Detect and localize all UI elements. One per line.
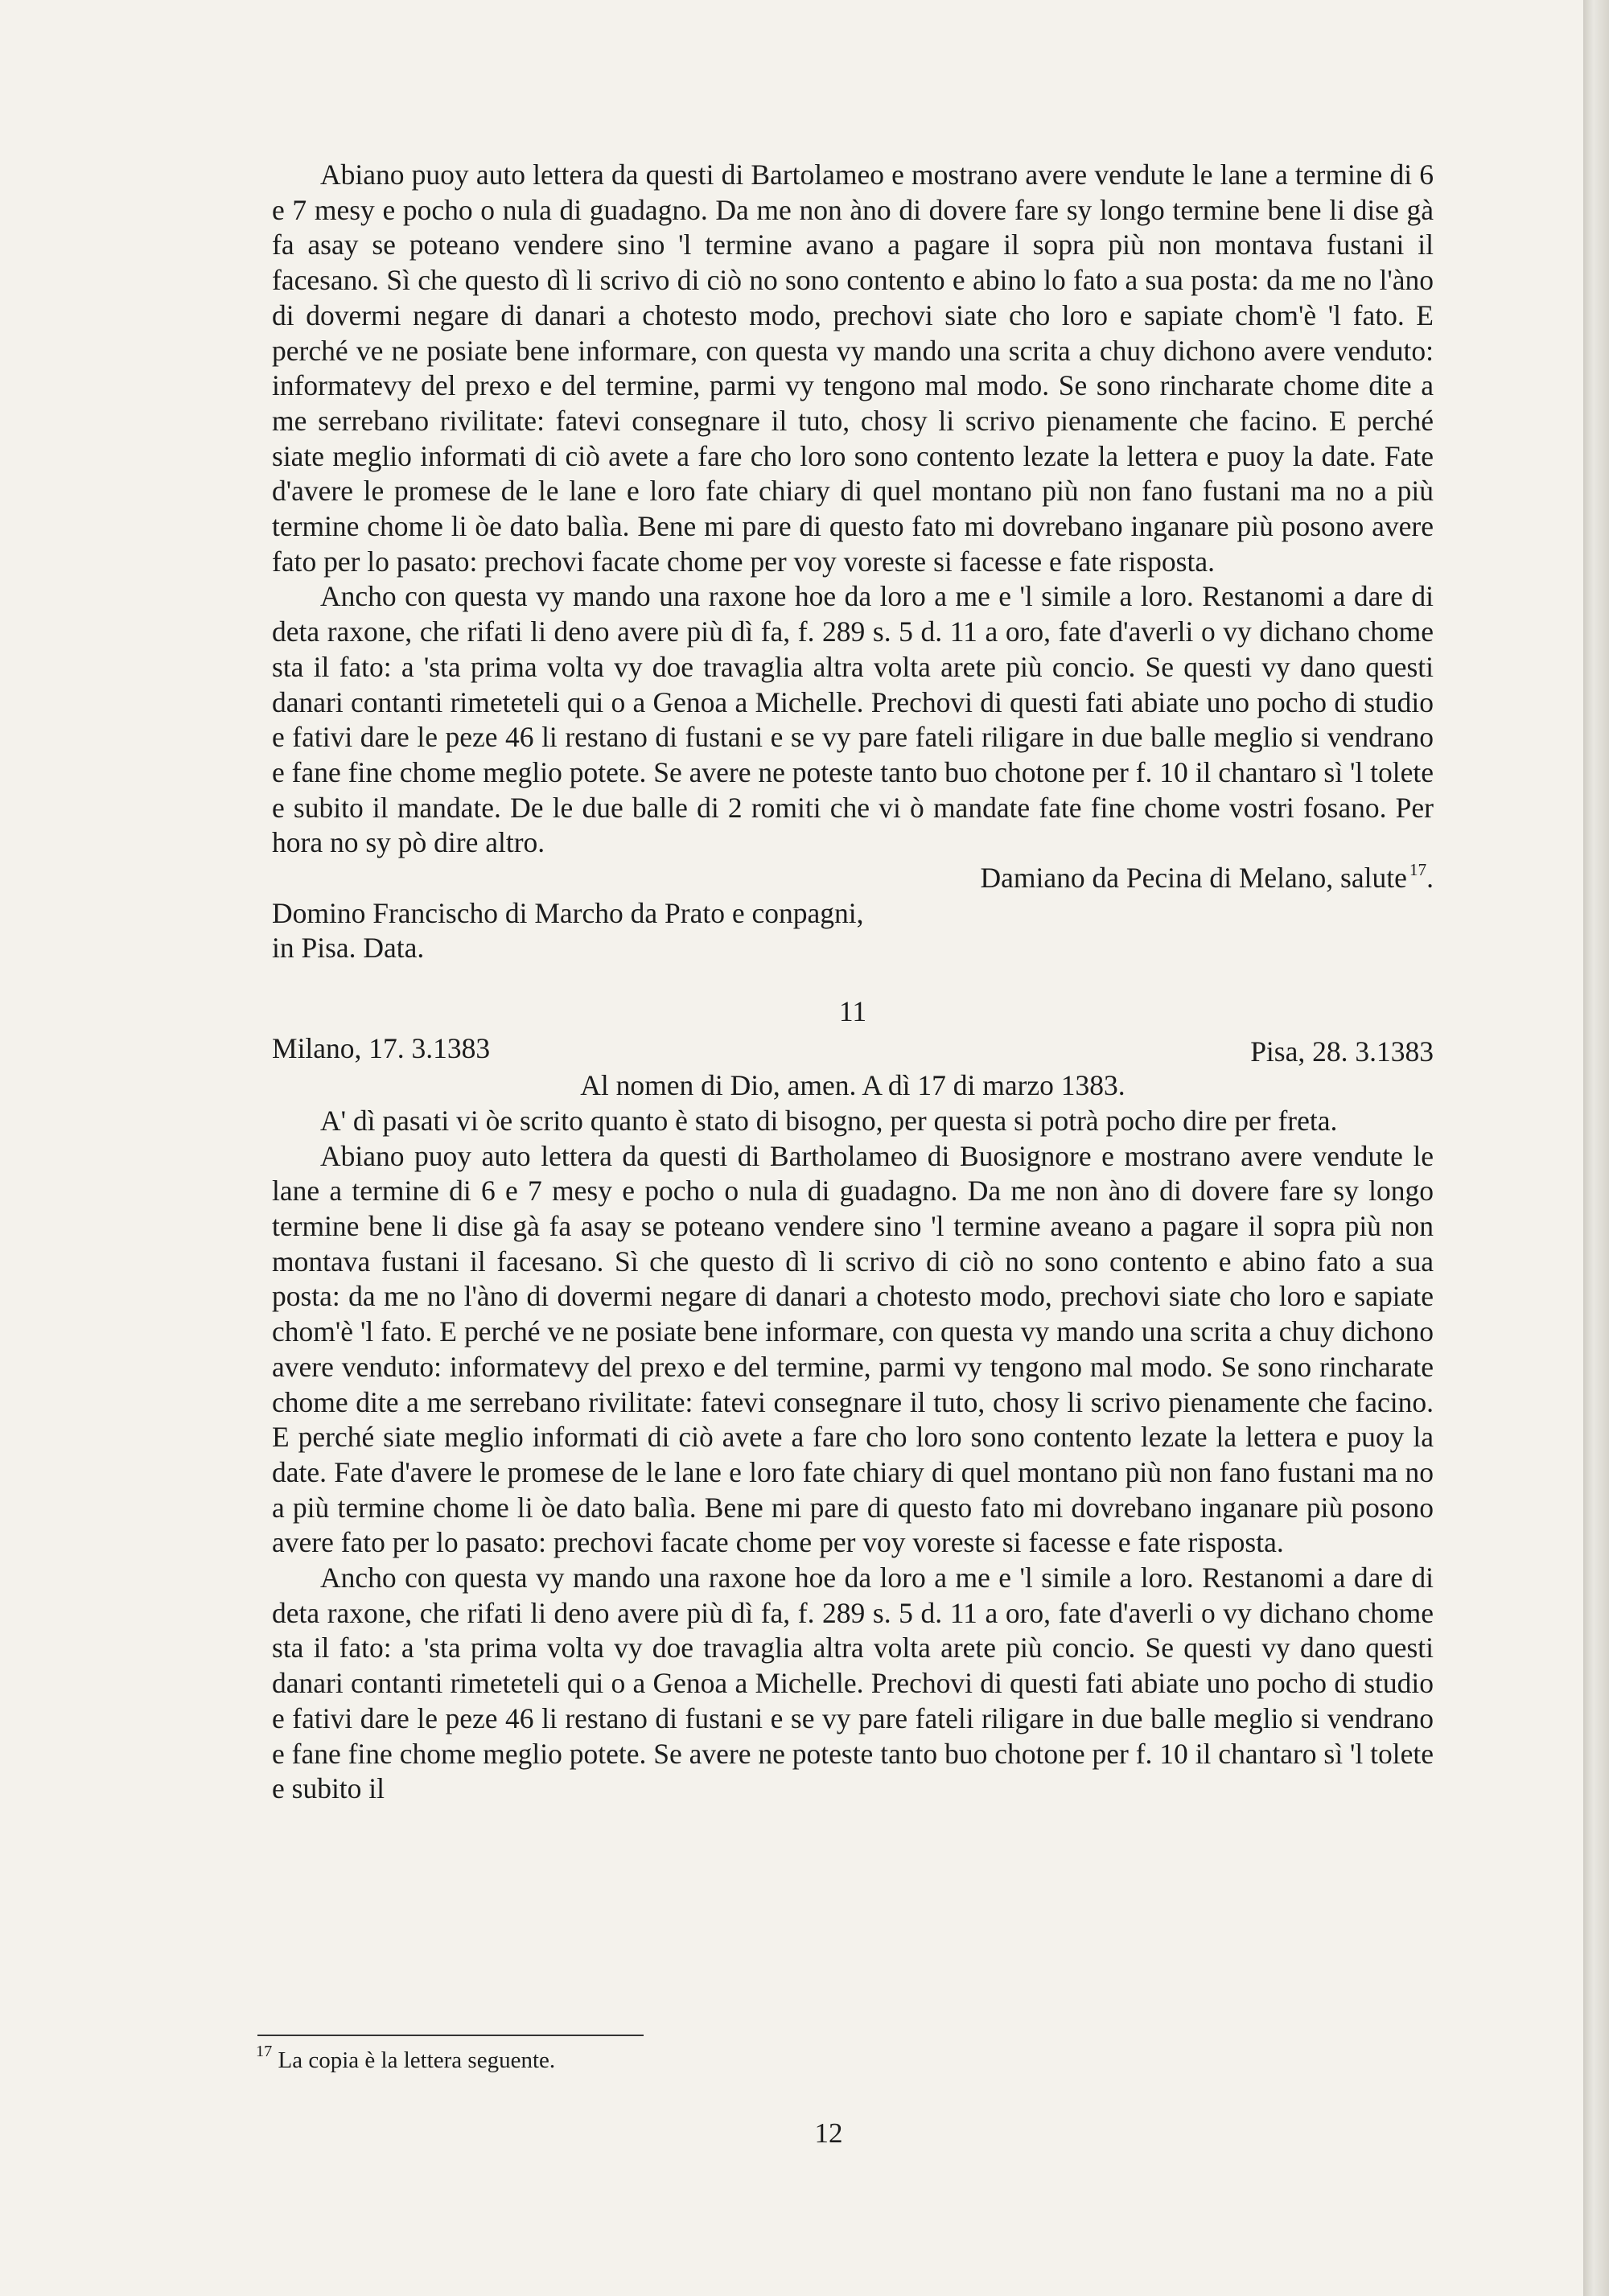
- signature: Damiano da Pecina di Melano, salute $^{17}$.: [980, 860, 1434, 895]
- letter-number: 11: [838, 995, 867, 1028]
- page-spine: [1583, 0, 1609, 2296]
- address-line-1: Domino Francischo di Marcho da Prato e conpagni,: [272, 896, 864, 929]
- letter-invocation: Al nomen di Dio, amen. A dì 17 di marzo 1383.: [580, 1069, 1125, 1102]
- footnote: [256, 2042, 556, 2074]
- signature-footnote-ref: 17: [1409, 860, 1427, 880]
- letter-header: [272, 994, 1434, 1068]
- footnote-text: La copia è la lettera seguente.: [278, 2047, 556, 2073]
- address-line-2: in Pisa. Data.: [272, 932, 425, 965]
- signature-text: Damiano da Pecina di Melano, salute: [980, 862, 1407, 895]
- letter-origin: Milano, 17. 3.1383: [272, 1032, 491, 1065]
- prev-letter-paragraph-1: Abiano puoy auto lettera da questi di Bartolameo e mostrano avere vendute le lane a termine di 6 e 7 mesy e pocho o nula di guadagno. Da me non àno di dovere fare sy longo termine bene li dise gà fa asay se poteano vendere sino 'l termine avano a pagare il sopra più non montava fustani il facesano. Sì che questo dì li scrivo di ciò no sono contento e abino lo fato a sua posta: da me no l'àno di dovermi negare di danari a chotesto modo, prechovi siate cho loro e sapiate chom'è 'l fato. E perché ve ne posiate bene informare, con questa vy mando una scrita a chuy dichono avere venduto: informatevy del prexo e del termine, parmi vy tengono mal modo. Se sono rincharate chome dite a me serrebano rivilitate: fatevi consegnare il tuto, chosy li scrivo pienamente che facino. E perché siate meglio informati di ciò avete a fare cho loro sono contento lezate la lettera e puoy la date. Fate d'avere le promese de le lane e loro fate chiary di quel montano più non fano fustani ma no a più termine chome li òe dato balìa. Bene mi pare di questo fato mi dovrebano inganare più posono avere fato per lo pasato: prechovi facate chome per voy voreste si facesse e fate risposta.: [272, 158, 1434, 578]
- letter-destination: Pisa, 28. 3.1383: [1250, 1035, 1434, 1068]
- page-number: 12: [814, 2117, 843, 2149]
- footnote-rule: [257, 2035, 644, 2036]
- letter-paragraph-2: Abiano puoy auto lettera da questi di Bartholameo di Buosignore e mostrano avere vendute le lane a termine di 6 e 7 mesy e pocho o nula di guadagno. Da me non àno di dovere fare sy longo termine bene li dise gà fa asay se poteano vendere sino 'l termine aveano a pagare il sopra più non montava fustani il facesano. Sì che questo dì li scrivo di ciò no sono contento e abino fato a sua posta: da me no l'àno di dovermi negare di danari a chotesto modo, prechovi siate cho loro e sapiate chom'è 'l fato. E perché ve ne posiate bene informare, con questa vy mando una scrita a chuy dichono avere venduto: informatevy del prexo e del termine, parmi vy tengono mal modo. Se sono rincharate chome dite a me serrebano rivilitate: fatevi consegnare il tuto, chosy li scrivo pienamente che facino. E perché siate meglio informati di ciò avete a fare cho loro sono contento lezate la lettera e puoy la date. Fate d'avere le promese de le lane e loro fate chiary di quel montano più non fano fustani ma no a più termine chome li òe dato balìa. Bene mi pare di questo fato mi dovrebano inganare più posono avere fato per lo pasato: prechovi facate chome per voy voreste si facesse e fate risposta.: [272, 1139, 1434, 1559]
- main-text: [272, 158, 1434, 1807]
- letter-paragraph-1: A' dì pasati vi òe scrito quanto è stato di bisogno, per questa si potrà pocho dire per freta.: [320, 1104, 1338, 1137]
- prev-letter-paragraph-2: Ancho con questa vy mando una raxone hoe da loro a me e 'l simile a loro. Restanomi a dare di deta raxone, che rifati li deno avere più dì fa, f. 289 s. 5 d. 11 a oro, fate d'averli o vy dichano chome sta il fato: a 'sta prima volta vy doe travaglia altra volta arete più concio. Se questi vy dano questi danari contanti rimeteteli qui o a Genoa a Michelle. Prechovi di questi fati abiate uno pocho di studio e fativi dare le peze 46 li restano di fustani e se vy pare fateli riligare in due balle meglio si vendrano e fane fine chome meglio potete. Se avere ne poteste tanto buo chotone per f. 10 il chantaro sì 'l tolete e subito il mandate. De le due balle di 2 romiti che vi ò mandate fate fine chome vostri fosano. Per hora no sy pò dire altro.: [272, 580, 1434, 859]
- footnote-marker: 17: [256, 2042, 273, 2060]
- letter-paragraph-3: Ancho con questa vy mando una raxone hoe da loro a me e 'l simile a loro. Restanomi a dare di deta raxone, che rifati li deno avere più dì fa, f. 289 s. 5 d. 11 a oro, fate d'averli o vy dichano chome sta il fato: a 'sta prima volta vy doe travaglia altra volta arete più concio. Se questi vy dano questi danari contanti rimeteteli qui o a Genoa a Michelle. Prechovi di questi fati abiate uno pocho di studio e fativi dare le peze 46 li restano di fustani e se vy pare fateli riligare in due balle meglio si vendrano e fane fine chome meglio potete. Se avere ne poteste tanto buo chotone per f. 10 il chantaro sì 'l tolete e subito il: [272, 1562, 1434, 1805]
